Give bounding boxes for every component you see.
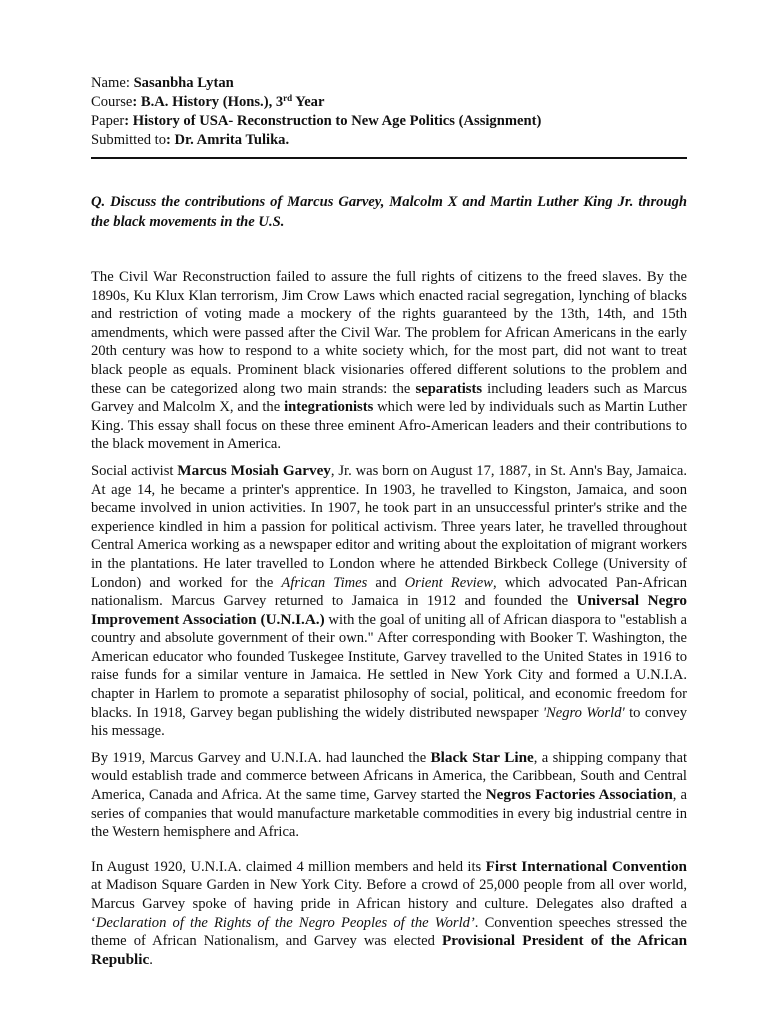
assignment-page	[91, 74, 687, 969]
paper-line: Paper: History of USA- Reconstruction to New Age Politics (Assignment)	[91, 113, 542, 129]
course-name: : B.A. History (Hons.), 3rd Year	[132, 93, 325, 110]
submitted-to-name: : Dr. Amrita Tulika.	[166, 132, 290, 148]
paper-title: : History of USA- Reconstruction to New Age Politics (Assignment)	[124, 113, 542, 129]
student-name-line: Name: Sasanbha Lytan	[91, 75, 234, 91]
student-name: Sasanbha Lytan	[133, 75, 234, 91]
course-line: Course: B.A. History (Hons.), 3rd Year	[91, 93, 325, 110]
paragraph-black-star-line: By 1919, Marcus Garvey and U.N.I.A. had launched the Black Star Line, a shipping company that would establish trade and commerce between Africans in America, the Caribbean, South and Central America, Canada and Africa. At the same time, Garvey started the Negros Factories Association, a series of companies that would manufacture marketable commodities in every big industrial centre in the Western hemisphere and Africa.	[91, 748, 687, 841]
submitted-to-line: Submitted to: Dr. Amrita Tulika.	[91, 132, 290, 148]
paragraph-first-convention: In August 1920, U.N.I.A. claimed 4 million members and held its First International Convention at Madison Square Garden in New York City. Before a crowd of 25,000 people from all over world, Marcus Garvey spoke of having pride in African history and culture. Delegates also drafted a ‘Declaration of the Rights of the Negro Peoples of the World’. Convention speeches stressed the theme of African Nationalism, and Garvey was elected Provisional President of the African Republic.	[91, 857, 688, 968]
assignment-question: Q. Discuss the contributions of Marcus Garvey, Malcolm X and Martin Luther King Jr. through the black movements in the U.S.	[91, 194, 687, 230]
paragraph-garvey-biography: Social activist Marcus Mosiah Garvey, Jr. was born on August 17, 1887, in St. Ann's Bay, Jamaica. At age 14, he became a printer's apprentice. In 1903, he travelled to Kingston, Jamaica, and soon became involved in union activities. In 1907, he took part in an unsuccessful printer's strike and the experience kindled in him a passion for political activism. Three years later, he travelled throughout Central America working as a newspaper editor and writing about the exploitation of migrant workers in the plantations. He later travelled to London where he attended Birkbeck College (University of London) and worked for the African Times and Orient Review, which advocated Pan-African nationalism. Marcus Garvey returned to Jamaica in 1912 and founded the Universal Negro Improvement Association (U.N.I.A.) with the goal of uniting all of African diaspora to "establish a country and absolute government of their own." After corresponding with Booker T. Washington, the American educator who founded Tuskegee Institute, Garvey travelled to the United States in 1916 to raise funds for a similar venture in Jamaica. He settled in New York City and formed a U.N.I.A. chapter in Harlem to promote a separatist philosophy of social, political, and economic freedom for blacks. In 1918, Garvey began publishing the widely distributed newspaper 'Negro World' to convey his message.	[91, 461, 688, 740]
header-divider	[91, 157, 687, 159]
paragraph-introduction: The Civil War Reconstruction failed to assure the full rights of citizens to the freed slaves. By the 1890s, Ku Klux Klan terrorism, Jim Crow Laws which enacted racial segregation, lynching of blacks and restriction of voting made a mockery of the rights guaranteed by the 13th, 14th, and 15th amendments, which were passed after the Civil War. The problem for African Americans in the early 20th century was how to respond to a white society which, for the most part, did not want to treat black people as equals. Prominent black visionaries offered different solutions to the problem and these can be categorized along two main strands: the separatists including leaders such as Marcus Garvey and Malcolm X, and the integrationists which were led by individuals such as Martin Luther King. This essay shall focus on these three eminent Afro-American leaders and their contributions to the black movement in America.	[91, 269, 688, 453]
